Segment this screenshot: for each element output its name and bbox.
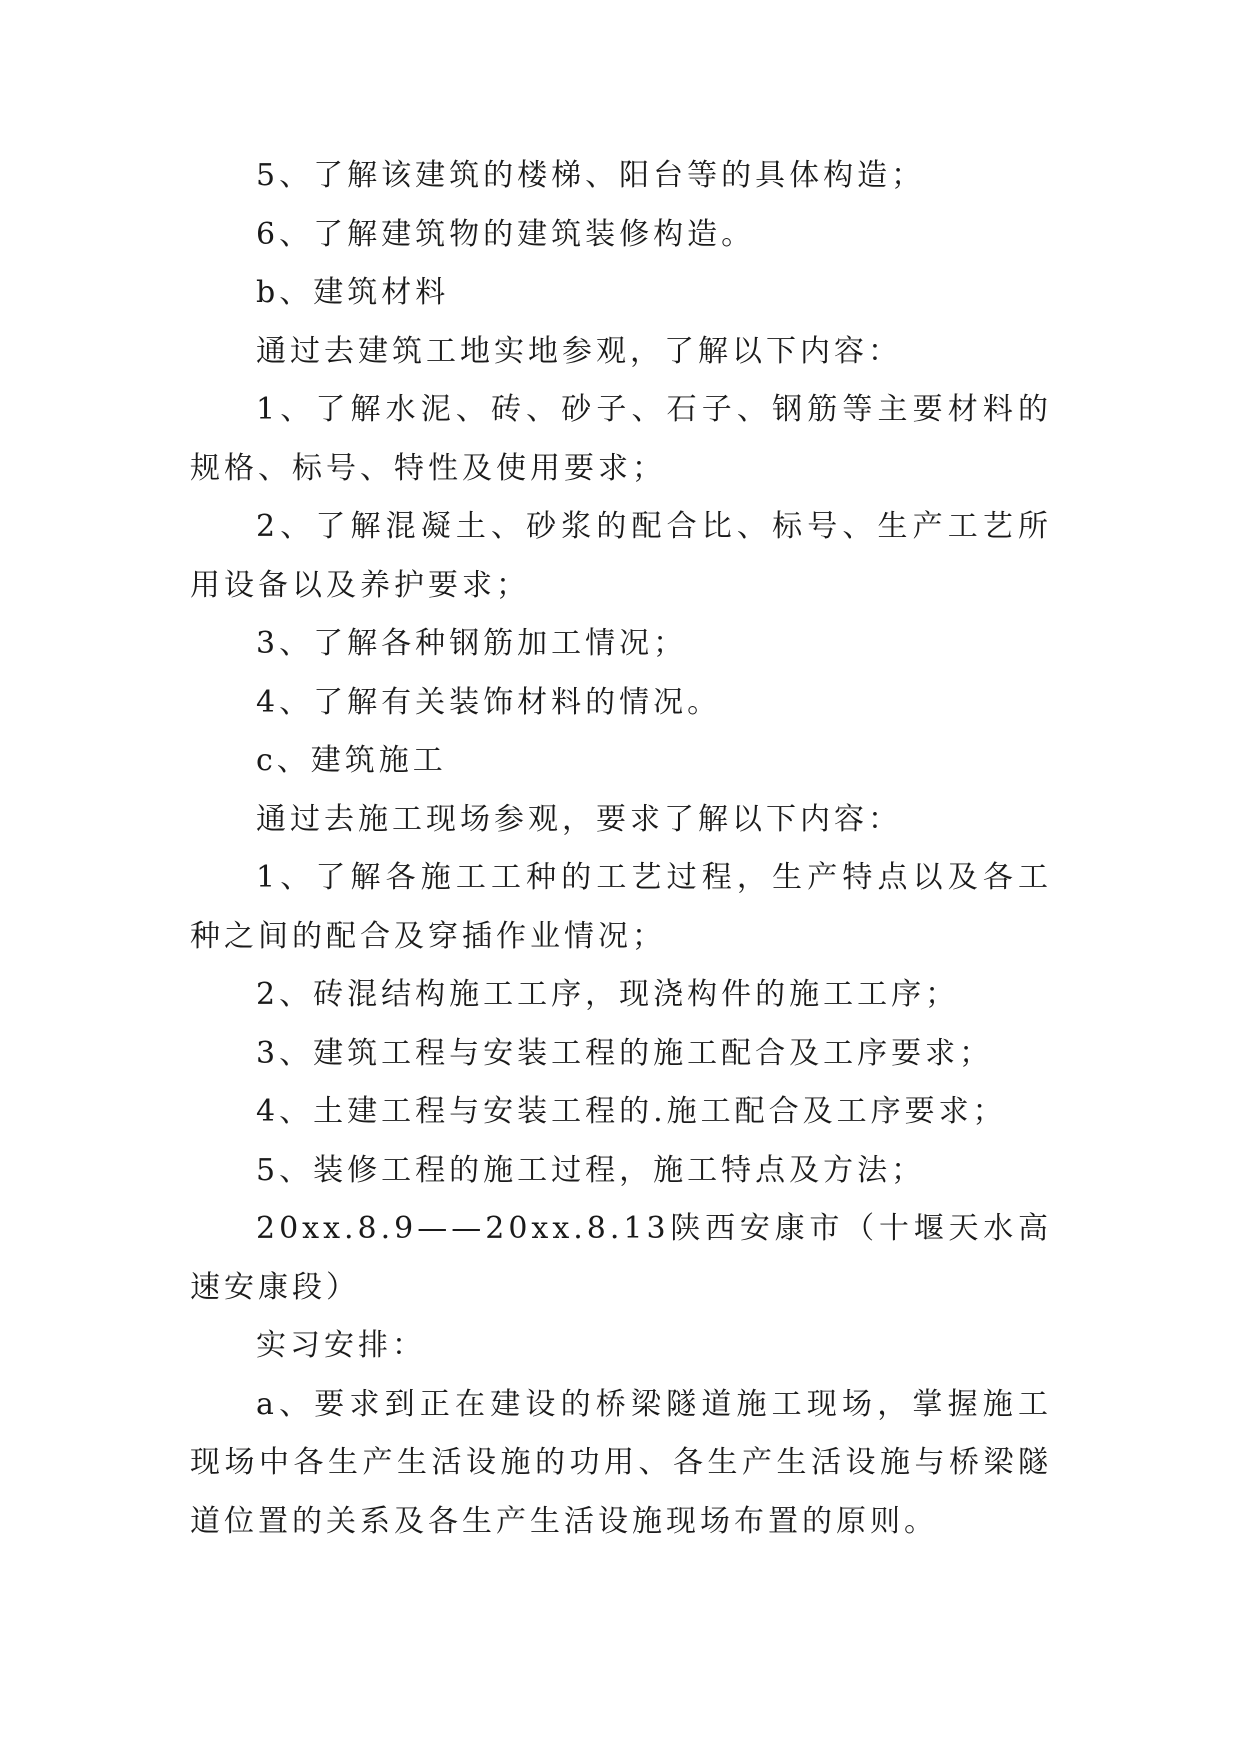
paragraph-materials-4: 4、了解有关装饰材料的情况。 bbox=[256, 684, 722, 720]
paragraph-construction-2: 2、砖混结构施工工序，现浇构件的施工工序； bbox=[256, 977, 960, 1012]
paragraph-date-location: 20xx.8.9——20xx.8.13陕西安康市（十堰天水高速安康段） bbox=[190, 1211, 1052, 1305]
section-heading-materials: b、建筑材料 bbox=[256, 275, 450, 310]
section-heading-construction: c、建筑施工 bbox=[256, 743, 447, 778]
paragraph-construction-3: 3、建筑工程与安装工程的施工配合及工序要求； bbox=[256, 1035, 994, 1071]
paragraph-construction-1: 1、了解各施工工种的工艺过程，生产特点以及各工种之间的配合及穿插作业情况； bbox=[190, 860, 1052, 954]
paragraph-construction-intro: 通过去施工现场参观，要求了解以下内容： bbox=[256, 801, 902, 837]
paragraph-item-5-stairs: 5、了解该建筑的楼梯、阳台等的具体构造； bbox=[256, 158, 926, 193]
paragraph-schedule-a: a、要求到正在建设的桥梁隧道施工现场，掌握施工现场中各生产生活设施的功用、各生产生活设施与桥梁隧道位置的关系及各生产生活设施现场布置的原则。 bbox=[190, 1386, 1052, 1539]
paragraph-schedule-heading: 实习安排： bbox=[256, 1328, 426, 1363]
paragraph-item-6-decoration: 6、了解建筑物的建筑装修构造。 bbox=[256, 216, 756, 252]
document-page bbox=[190, 147, 1052, 1551]
paragraph-materials-1: 1、了解水泥、砖、砂子、石子、钢筋等主要材料的规格、标号、特性及使用要求； bbox=[190, 392, 1052, 486]
paragraph-materials-intro: 通过去建筑工地实地参观，了解以下内容： bbox=[256, 333, 902, 369]
paragraph-materials-2: 2、了解混凝土、砂浆的配合比、标号、生产工艺所用设备以及养护要求； bbox=[190, 509, 1052, 603]
paragraph-materials-3: 3、了解各种钢筋加工情况； bbox=[256, 626, 688, 661]
paragraph-construction-5: 5、装修工程的施工过程，施工特点及方法； bbox=[256, 1152, 926, 1188]
paragraph-construction-4: 4、土建工程与安装工程的.施工配合及工序要求； bbox=[256, 1094, 1007, 1129]
